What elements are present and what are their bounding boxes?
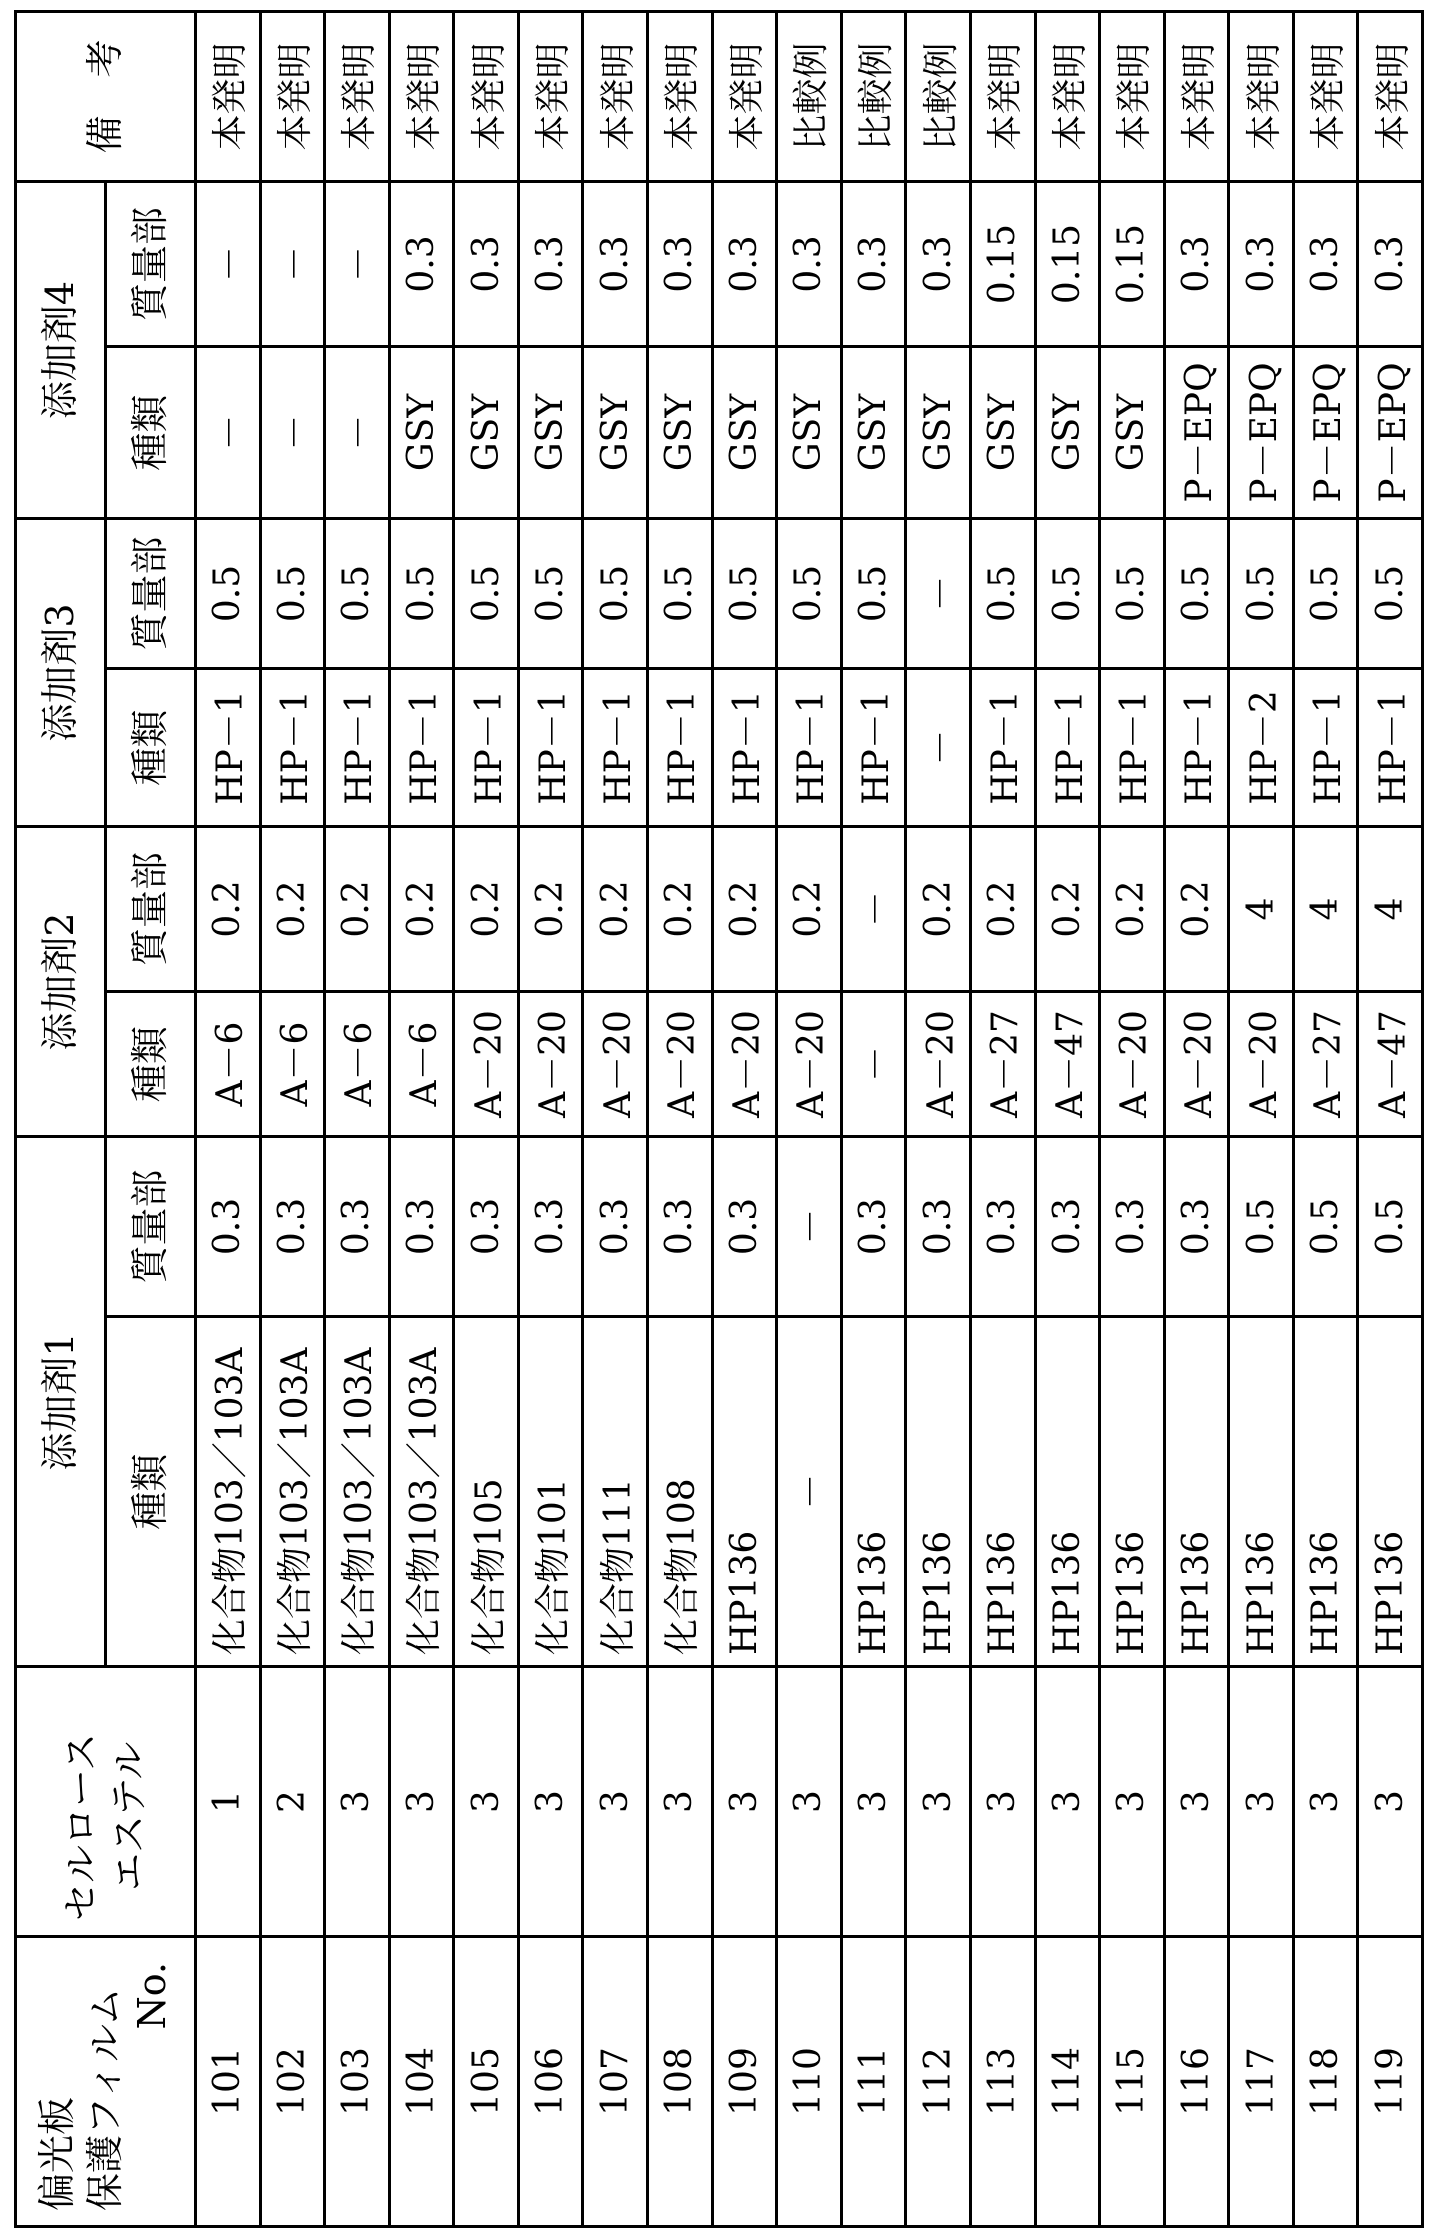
- cell-additive3-type: HP－1: [1358, 669, 1423, 827]
- cell-additive4-mass: 0.3: [1358, 182, 1423, 347]
- cell-additive3-mass: 0.5: [1035, 519, 1100, 669]
- cell-additive1-type: 化合物101: [518, 1317, 583, 1667]
- cell-additive3-mass: 0.5: [1229, 519, 1294, 669]
- cell-cellulose-ester: 3: [970, 1667, 1035, 1937]
- cell-additive4-mass: 0.3: [712, 182, 777, 347]
- cell-additive4-mass: 0.15: [1100, 182, 1165, 347]
- film-additive-table: [14, 10, 1424, 2228]
- cell-additive2-mass: －: [841, 827, 906, 992]
- cell-additive2-mass: 0.2: [518, 827, 583, 992]
- cell-additive2-mass: 0.2: [1100, 827, 1165, 992]
- cell-additive2-mass: 0.2: [454, 827, 519, 992]
- cell-cellulose-ester: 3: [583, 1667, 648, 1937]
- cell-cellulose-ester: 3: [1100, 1667, 1165, 1937]
- cell-additive2-mass: 0.2: [260, 827, 325, 992]
- cell-cellulose-ester: 3: [518, 1667, 583, 1937]
- cell-additive3-type: HP－1: [454, 669, 519, 827]
- cell-additive4-type: GSY: [970, 347, 1035, 519]
- cell-remarks: 本発明: [1100, 12, 1165, 182]
- cell-cellulose-ester: 3: [906, 1667, 971, 1937]
- cell-additive4-type: －: [325, 347, 390, 519]
- cell-film-no: 108: [648, 1937, 713, 2227]
- table-row: [454, 12, 519, 2227]
- header-cellulose-ester: [16, 1667, 196, 1937]
- cell-cellulose-ester: 3: [648, 1667, 713, 1937]
- cell-additive3-type: HP－1: [389, 669, 454, 827]
- header-additive2-type: 種類: [106, 992, 196, 1137]
- cell-additive4-type: GSY: [841, 347, 906, 519]
- cell-additive1-mass: 0.3: [196, 1137, 261, 1317]
- cell-additive4-type: P－EPQ: [1293, 347, 1358, 519]
- cell-remarks: 本発明: [1229, 12, 1294, 182]
- cell-additive2-type: A－6: [325, 992, 390, 1137]
- cell-additive3-mass: 0.5: [1358, 519, 1423, 669]
- cell-additive4-type: GSY: [777, 347, 842, 519]
- header-additive1-mass: 質量部: [106, 1137, 196, 1317]
- cell-additive2-mass: 0.2: [325, 827, 390, 992]
- cell-additive2-type: A－20: [712, 992, 777, 1137]
- cell-additive4-mass: 0.15: [970, 182, 1035, 347]
- table-body: [196, 12, 1423, 2227]
- cell-additive3-type: HP－1: [777, 669, 842, 827]
- cell-cellulose-ester: 3: [1229, 1667, 1294, 1937]
- cell-additive2-type: A－20: [1164, 992, 1229, 1137]
- cell-additive1-type: 化合物111: [583, 1317, 648, 1667]
- cell-additive4-mass: 0.3: [1229, 182, 1294, 347]
- cell-film-no: 112: [906, 1937, 971, 2227]
- cell-additive3-mass: 0.5: [260, 519, 325, 669]
- cell-cellulose-ester: 3: [1035, 1667, 1100, 1937]
- cell-additive1-type: 化合物103／103A: [260, 1317, 325, 1667]
- cell-additive1-type: 化合物103／103A: [389, 1317, 454, 1667]
- cell-additive4-mass: 0.3: [906, 182, 971, 347]
- cell-remarks: 比較例: [906, 12, 971, 182]
- cell-additive3-mass: 0.5: [1100, 519, 1165, 669]
- header-remarks: 備 考: [16, 12, 196, 182]
- cell-film-no: 114: [1035, 1937, 1100, 2227]
- cell-film-no: 105: [454, 1937, 519, 2227]
- cell-additive2-mass: 0.2: [777, 827, 842, 992]
- cell-additive2-type: A－27: [970, 992, 1035, 1137]
- cell-additive4-type: －: [260, 347, 325, 519]
- cell-additive1-mass: 0.3: [970, 1137, 1035, 1317]
- table-row: [712, 12, 777, 2227]
- cell-additive2-mass: 4: [1358, 827, 1423, 992]
- cell-additive1-type: 化合物105: [454, 1317, 519, 1667]
- cell-additive3-mass: 0.5: [196, 519, 261, 669]
- cell-film-no: 119: [1358, 1937, 1423, 2227]
- cell-additive1-type: 化合物108: [648, 1317, 713, 1667]
- cell-additive1-type: HP136: [1100, 1317, 1165, 1667]
- cell-additive4-type: P－EPQ: [1164, 347, 1229, 519]
- cell-remarks: 本発明: [454, 12, 519, 182]
- cell-additive2-mass: 0.2: [389, 827, 454, 992]
- cell-additive2-type: A－47: [1358, 992, 1423, 1137]
- cell-additive4-type: GSY: [1100, 347, 1165, 519]
- header-additive4-mass: 質量部: [106, 182, 196, 347]
- cell-remarks: 本発明: [1164, 12, 1229, 182]
- cell-additive1-mass: 0.3: [583, 1137, 648, 1317]
- header-film-no-line2: 保護フィルム: [82, 1942, 130, 2211]
- cell-additive4-type: GSY: [906, 347, 971, 519]
- cell-film-no: 116: [1164, 1937, 1229, 2227]
- cell-additive2-mass: 0.2: [712, 827, 777, 992]
- cell-additive3-mass: 0.5: [454, 519, 519, 669]
- header-additive1: 添加剤1: [16, 1137, 106, 1667]
- table-row: [260, 12, 325, 2227]
- cell-additive1-mass: 0.3: [1164, 1137, 1229, 1317]
- cell-additive2-type: A－20: [906, 992, 971, 1137]
- cell-additive3-mass: 0.5: [1293, 519, 1358, 669]
- cell-additive3-type: HP－1: [518, 669, 583, 827]
- cell-remarks: 本発明: [583, 12, 648, 182]
- cell-additive3-type: －: [906, 669, 971, 827]
- cell-additive3-mass: 0.5: [970, 519, 1035, 669]
- table-row: [518, 12, 583, 2227]
- cell-additive3-type: HP－2: [1229, 669, 1294, 827]
- cell-additive1-mass: 0.3: [712, 1137, 777, 1317]
- cell-additive2-type: A－27: [1293, 992, 1358, 1137]
- header-additive4-type: 種類: [106, 347, 196, 519]
- cell-additive3-type: HP－1: [260, 669, 325, 827]
- cell-film-no: 115: [1100, 1937, 1165, 2227]
- cell-remarks: 比較例: [777, 12, 842, 182]
- cell-additive2-mass: 0.2: [1164, 827, 1229, 992]
- cell-cellulose-ester: 3: [1293, 1667, 1358, 1937]
- cell-additive2-type: A－6: [260, 992, 325, 1137]
- cell-additive1-type: HP136: [1358, 1317, 1423, 1667]
- cell-additive2-type: A－20: [1229, 992, 1294, 1137]
- cell-remarks: 本発明: [325, 12, 390, 182]
- cell-additive1-type: HP136: [841, 1317, 906, 1667]
- cell-additive1-mass: 0.3: [389, 1137, 454, 1317]
- cell-additive1-mass: －: [777, 1137, 842, 1317]
- cell-film-no: 111: [841, 1937, 906, 2227]
- cell-additive1-mass: 0.5: [1293, 1137, 1358, 1317]
- cell-additive4-mass: 0.3: [1293, 182, 1358, 347]
- cell-additive4-mass: 0.3: [1164, 182, 1229, 347]
- cell-additive4-mass: 0.3: [777, 182, 842, 347]
- cell-film-no: 113: [970, 1937, 1035, 2227]
- cell-additive3-mass: 0.5: [648, 519, 713, 669]
- cell-cellulose-ester: 3: [454, 1667, 519, 1937]
- cell-additive3-mass: 0.5: [841, 519, 906, 669]
- cell-film-no: 107: [583, 1937, 648, 2227]
- cell-remarks: 本発明: [970, 12, 1035, 182]
- cell-additive4-mass: 0.15: [1035, 182, 1100, 347]
- cell-additive4-mass: 0.3: [648, 182, 713, 347]
- cell-additive1-type: HP136: [906, 1317, 971, 1667]
- table-row: [906, 12, 971, 2227]
- cell-additive1-mass: 0.5: [1229, 1137, 1294, 1317]
- cell-additive3-type: HP－1: [325, 669, 390, 827]
- cell-additive3-type: HP－1: [648, 669, 713, 827]
- cell-film-no: 117: [1229, 1937, 1294, 2227]
- header-additive2: 添加剤2: [16, 827, 106, 1137]
- cell-additive1-mass: 0.3: [906, 1137, 971, 1317]
- cell-additive1-mass: 0.3: [648, 1137, 713, 1317]
- cell-additive1-type: －: [777, 1317, 842, 1667]
- cell-additive1-type: HP136: [1293, 1317, 1358, 1667]
- cell-additive3-type: HP－1: [583, 669, 648, 827]
- rotated-table-container: [14, 13, 1424, 2228]
- cell-additive1-type: HP136: [970, 1317, 1035, 1667]
- header-cellulose-line1: セルロース: [58, 1672, 106, 1921]
- header-film-no-line1: 偏光板: [34, 1942, 82, 2211]
- cell-additive3-type: HP－1: [1035, 669, 1100, 827]
- table-row: [1293, 12, 1358, 2227]
- cell-remarks: 本発明: [648, 12, 713, 182]
- table-row: [196, 12, 261, 2227]
- table-row: [648, 12, 713, 2227]
- cell-remarks: 本発明: [1358, 12, 1423, 182]
- cell-additive4-type: GSY: [518, 347, 583, 519]
- cell-additive3-type: HP－1: [1293, 669, 1358, 827]
- cell-additive2-type: A－20: [1100, 992, 1165, 1137]
- cell-additive3-type: HP－1: [712, 669, 777, 827]
- table-row: [777, 12, 842, 2227]
- cell-additive2-mass: 0.2: [906, 827, 971, 992]
- cell-additive2-type: A－47: [1035, 992, 1100, 1137]
- cell-additive4-mass: 0.3: [841, 182, 906, 347]
- cell-additive2-type: A－20: [648, 992, 713, 1137]
- header-additive2-mass: 質量部: [106, 827, 196, 992]
- cell-film-no: 103: [325, 1937, 390, 2227]
- cell-additive4-mass: 0.3: [583, 182, 648, 347]
- header-additive1-type: 種類: [106, 1317, 196, 1667]
- cell-remarks: 本発明: [1293, 12, 1358, 182]
- cell-additive2-type: A－6: [196, 992, 261, 1137]
- cell-additive4-mass: －: [325, 182, 390, 347]
- cell-additive3-type: HP－1: [841, 669, 906, 827]
- cell-additive2-type: A－20: [518, 992, 583, 1137]
- cell-additive4-mass: 0.3: [454, 182, 519, 347]
- cell-film-no: 110: [777, 1937, 842, 2227]
- cell-additive2-type: －: [841, 992, 906, 1137]
- cell-additive3-mass: 0.5: [325, 519, 390, 669]
- cell-film-no: 101: [196, 1937, 261, 2227]
- table-row: [1164, 12, 1229, 2227]
- cell-additive4-mass: －: [196, 182, 261, 347]
- cell-cellulose-ester: 3: [325, 1667, 390, 1937]
- table-row: [325, 12, 390, 2227]
- cell-additive3-mass: －: [906, 519, 971, 669]
- header-additive4: 添加剤4: [16, 182, 106, 519]
- cell-additive2-type: A－6: [389, 992, 454, 1137]
- table-row: [583, 12, 648, 2227]
- cell-additive1-mass: 0.3: [325, 1137, 390, 1317]
- cell-film-no: 109: [712, 1937, 777, 2227]
- cell-additive4-mass: 0.3: [518, 182, 583, 347]
- cell-additive4-type: P－EPQ: [1358, 347, 1423, 519]
- cell-additive3-type: HP－1: [1100, 669, 1165, 827]
- header-film-no-line3: No.: [129, 1942, 177, 2211]
- cell-remarks: 本発明: [389, 12, 454, 182]
- cell-cellulose-ester: 3: [1358, 1667, 1423, 1937]
- cell-additive2-mass: 4: [1293, 827, 1358, 992]
- cell-additive3-type: HP－1: [196, 669, 261, 827]
- cell-remarks: 比較例: [841, 12, 906, 182]
- cell-additive4-type: P－EPQ: [1229, 347, 1294, 519]
- header-film-no: [16, 1937, 196, 2227]
- cell-additive1-mass: 0.3: [260, 1137, 325, 1317]
- cell-film-no: 106: [518, 1937, 583, 2227]
- cell-additive1-type: HP136: [1164, 1317, 1229, 1667]
- cell-cellulose-ester: 3: [389, 1667, 454, 1937]
- table-row: [970, 12, 1035, 2227]
- cell-additive1-mass: 0.3: [518, 1137, 583, 1317]
- cell-additive1-mass: 0.3: [1035, 1137, 1100, 1317]
- cell-additive1-type: 化合物103／103A: [325, 1317, 390, 1667]
- cell-additive3-mass: 0.5: [583, 519, 648, 669]
- cell-additive2-mass: 0.2: [583, 827, 648, 992]
- cell-additive2-type: A－20: [583, 992, 648, 1137]
- table-row: [1358, 12, 1423, 2227]
- cell-additive4-type: GSY: [712, 347, 777, 519]
- cell-additive3-mass: 0.5: [518, 519, 583, 669]
- cell-additive3-type: HP－1: [970, 669, 1035, 827]
- header-additive3-type: 種類: [106, 669, 196, 827]
- cell-additive2-mass: 0.2: [970, 827, 1035, 992]
- cell-additive4-mass: －: [260, 182, 325, 347]
- cell-remarks: 本発明: [712, 12, 777, 182]
- cell-additive3-type: HP－1: [1164, 669, 1229, 827]
- cell-additive1-type: HP136: [712, 1317, 777, 1667]
- cell-cellulose-ester: 3: [712, 1667, 777, 1937]
- cell-additive3-mass: 0.5: [389, 519, 454, 669]
- cell-additive4-type: GSY: [648, 347, 713, 519]
- cell-additive1-mass: 0.3: [1100, 1137, 1165, 1317]
- cell-additive4-type: GSY: [389, 347, 454, 519]
- cell-cellulose-ester: 2: [260, 1667, 325, 1937]
- cell-additive4-mass: 0.3: [389, 182, 454, 347]
- cell-additive1-type: HP136: [1035, 1317, 1100, 1667]
- table-row: [841, 12, 906, 2227]
- cell-remarks: 本発明: [1035, 12, 1100, 182]
- cell-additive2-mass: 0.2: [196, 827, 261, 992]
- cell-additive2-mass: 4: [1229, 827, 1294, 992]
- header-cellulose-line2: エステル: [106, 1672, 154, 1921]
- cell-additive1-mass: 0.3: [841, 1137, 906, 1317]
- cell-additive1-mass: 0.3: [454, 1137, 519, 1317]
- cell-film-no: 118: [1293, 1937, 1358, 2227]
- cell-additive2-mass: 0.2: [648, 827, 713, 992]
- table-row: [1100, 12, 1165, 2227]
- header-additive3: 添加剤3: [16, 519, 106, 827]
- cell-film-no: 104: [389, 1937, 454, 2227]
- cell-additive3-mass: 0.5: [777, 519, 842, 669]
- cell-additive1-mass: 0.5: [1358, 1137, 1423, 1317]
- cell-remarks: 本発明: [196, 12, 261, 182]
- cell-additive1-type: 化合物103／103A: [196, 1317, 261, 1667]
- cell-additive4-type: GSY: [454, 347, 519, 519]
- cell-remarks: 本発明: [518, 12, 583, 182]
- cell-remarks: 本発明: [260, 12, 325, 182]
- cell-additive4-type: GSY: [1035, 347, 1100, 519]
- cell-additive2-mass: 0.2: [1035, 827, 1100, 992]
- cell-additive2-type: A－20: [454, 992, 519, 1137]
- table-row: [1229, 12, 1294, 2227]
- cell-additive4-type: GSY: [583, 347, 648, 519]
- cell-additive3-mass: 0.5: [712, 519, 777, 669]
- table-row: [389, 12, 454, 2227]
- cell-film-no: 102: [260, 1937, 325, 2227]
- header-additive3-mass: 質量部: [106, 519, 196, 669]
- cell-additive2-type: A－20: [777, 992, 842, 1137]
- cell-cellulose-ester: 3: [1164, 1667, 1229, 1937]
- cell-additive4-type: －: [196, 347, 261, 519]
- cell-cellulose-ester: 1: [196, 1667, 261, 1937]
- table-row: [1035, 12, 1100, 2227]
- cell-cellulose-ester: 3: [841, 1667, 906, 1937]
- cell-additive1-type: HP136: [1229, 1317, 1294, 1667]
- cell-additive3-mass: 0.5: [1164, 519, 1229, 669]
- cell-cellulose-ester: 3: [777, 1667, 842, 1937]
